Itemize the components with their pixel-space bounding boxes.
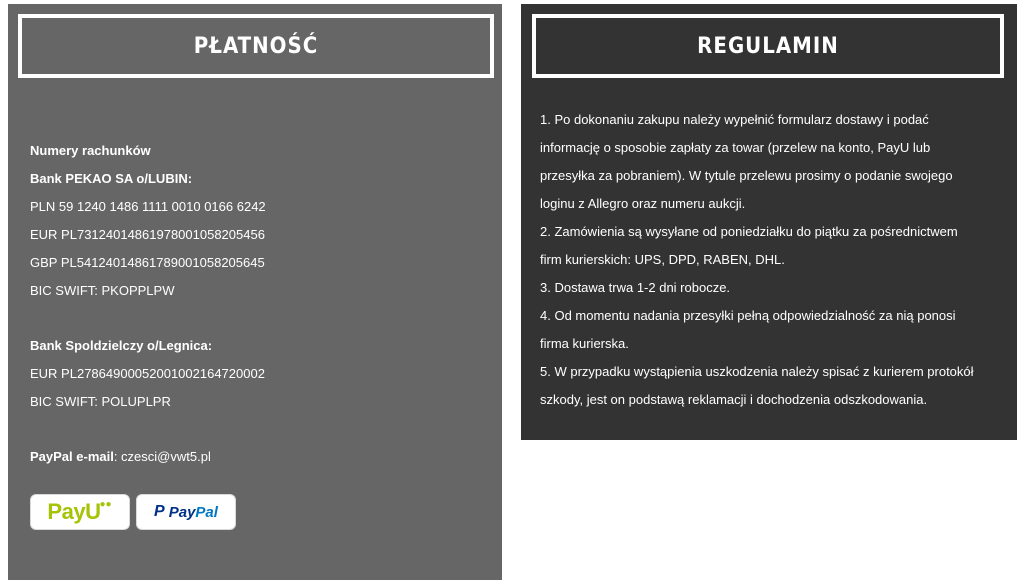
bank1-gbp-account: GBP PL54124014861789001058205645 bbox=[30, 255, 265, 270]
paypal-email-line bbox=[30, 449, 211, 465]
payu-dots-icon: ●● bbox=[99, 498, 112, 510]
terms-line: 3. Dostawa trwa 1-2 dni robocze. bbox=[540, 280, 731, 295]
paypal-logo-pay: Pay bbox=[168, 503, 196, 521]
accounts-label: Numery rachunków bbox=[30, 143, 151, 158]
paypal-p-icon: P bbox=[154, 503, 165, 520]
terms-line: 2. Zamówienia są wysyłane od poniedziałku do piątku za pośrednictwem bbox=[540, 224, 958, 239]
paypal-logo-pal: Pal bbox=[195, 503, 218, 521]
terms-line: 1. Po dokonaniu zakupu należy wypełnić formularz dostawy i podać bbox=[540, 112, 929, 127]
bank1-name: Bank PEKAO SA o/LUBIN: bbox=[30, 171, 193, 186]
terms-line: 4. Od momentu nadania przesyłki pełną odpowiedzialność za nią ponosi bbox=[540, 308, 956, 323]
terms-title: REGULAMIN bbox=[697, 33, 839, 59]
terms-line: informację o sposobie zapłaty za towar (przelew na konto, PayU lub bbox=[540, 140, 931, 155]
payu-logo[interactable] bbox=[30, 494, 130, 530]
terms-line: firma kurierska. bbox=[540, 336, 629, 351]
bank1-pln-account: PLN 59 1240 1486 1111 0010 0166 6242 bbox=[30, 199, 266, 214]
payment-title: PŁATNOŚĆ bbox=[193, 33, 319, 59]
terms-line: przesyłka za pobraniem). W tytule przelewu prosimy o podanie swojego bbox=[540, 168, 953, 183]
paypal-logo[interactable] bbox=[136, 494, 236, 530]
paypal-email-label: PayPal e-mail bbox=[30, 449, 114, 464]
terms-title-box bbox=[532, 14, 1004, 78]
bank2-eur-account: EUR PL27864900052001002164720002 bbox=[30, 366, 265, 381]
bank2-name: Bank Spoldzielczy o/Legnica: bbox=[30, 338, 213, 353]
terms-panel bbox=[521, 4, 1017, 440]
payment-title-box bbox=[18, 14, 494, 78]
paypal-logo-text bbox=[169, 504, 218, 521]
payu-logo-text: PayU bbox=[47, 499, 101, 524]
terms-line: 5. W przypadku wystąpienia uszkodzenia należy spisać z kurierem protokół bbox=[540, 364, 974, 379]
bank2-swift: BIC SWIFT: POLUPLPR bbox=[30, 394, 171, 409]
paypal-email-value: : czesci@vwt5.pl bbox=[113, 449, 211, 464]
terms-line: firm kurierskich: UPS, DPD, RABEN, DHL. bbox=[540, 252, 785, 267]
payment-panel bbox=[8, 4, 502, 580]
bank1-swift: BIC SWIFT: PKOPPLPW bbox=[30, 283, 175, 298]
bank1-eur-account: EUR PL73124014861978001058205456 bbox=[30, 227, 265, 242]
terms-line: szkody, jest on podstawą reklamacji i dochodzenia odszkodowania. bbox=[540, 392, 928, 407]
terms-line: loginu z Allegro oraz numeru aukcji. bbox=[540, 196, 746, 211]
